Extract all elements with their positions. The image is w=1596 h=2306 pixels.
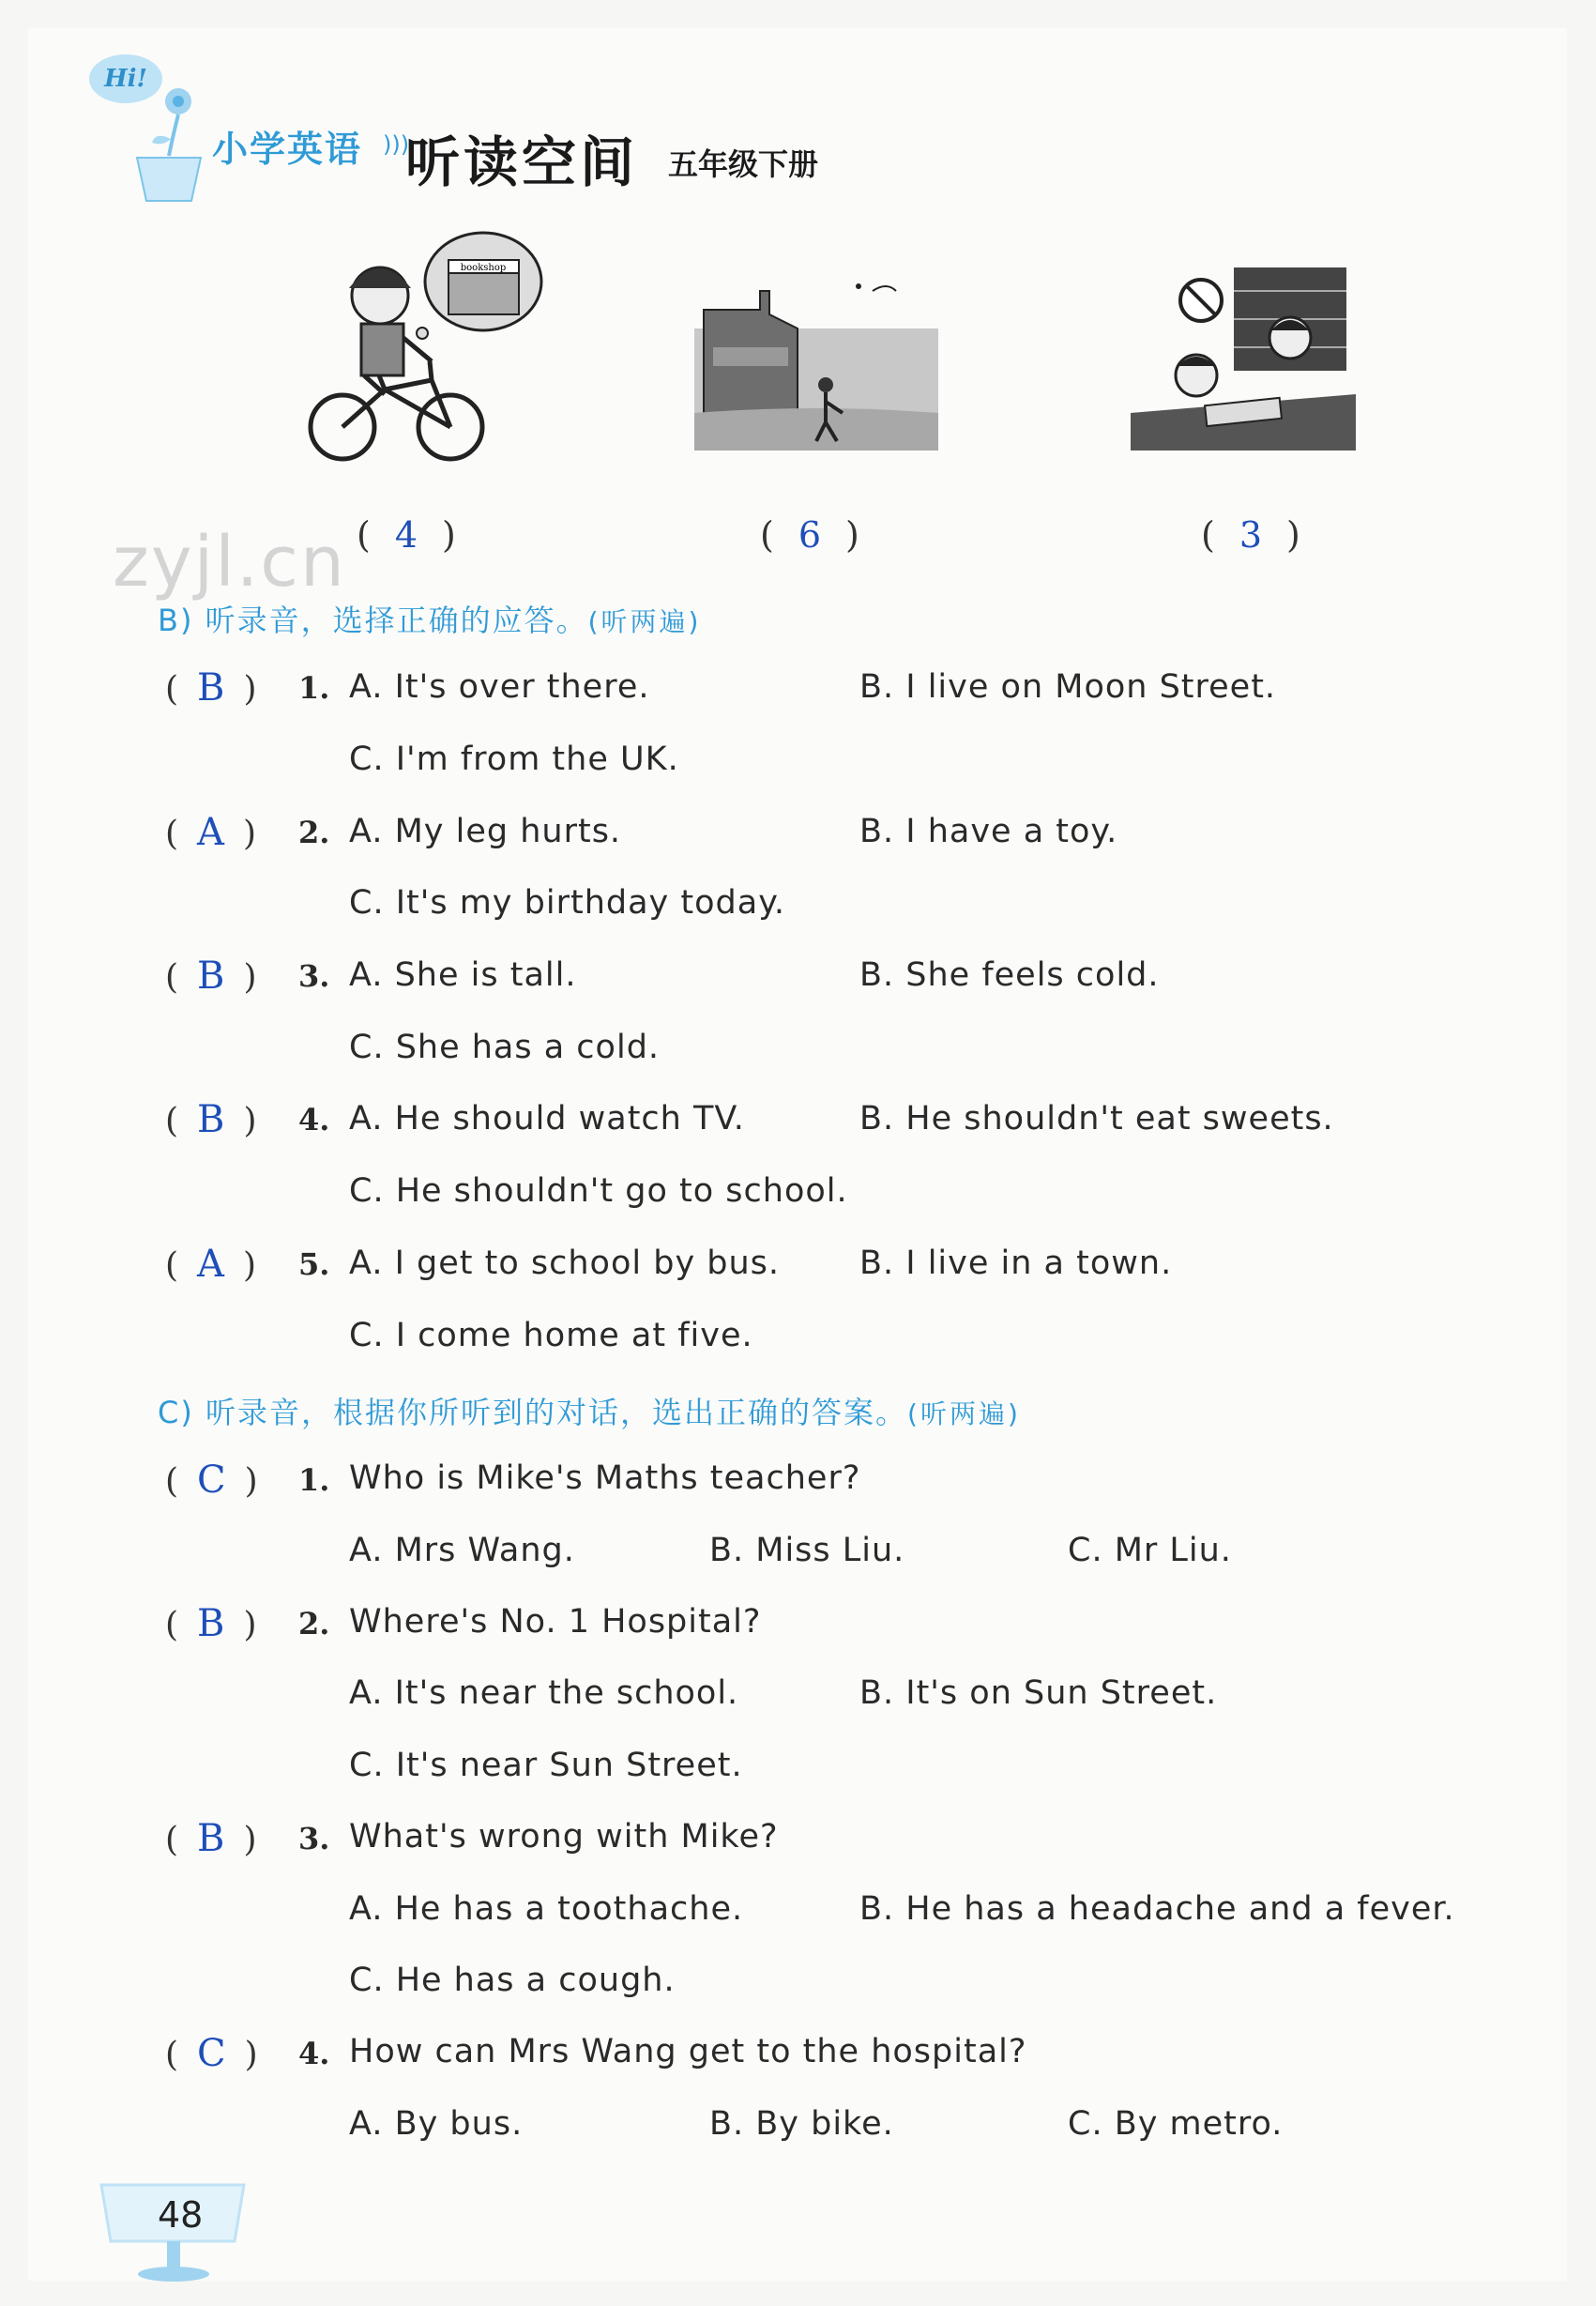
option-c: C. By metro.: [1068, 2105, 1284, 2143]
option-b: B. I live on Moon Street.: [859, 668, 1277, 706]
flower-pot-icon: [131, 81, 206, 203]
option-b: B. Miss Liu.: [709, 1532, 905, 1569]
picture-library: [1121, 263, 1365, 451]
question-number: 3.: [298, 958, 330, 994]
option-c: C. I'm from the UK.: [349, 741, 679, 778]
answer-letter: C: [197, 1458, 226, 1502]
boy-cycling-to-bookshop-icon: [291, 230, 554, 465]
option-b: B. He has a headache and a fever.: [859, 1890, 1455, 1928]
option-a: A. My leg hurts.: [349, 813, 622, 850]
question-text: What's wrong with Mike?: [349, 1818, 779, 1855]
bookshop-sign: bookshop: [460, 263, 507, 273]
option-c: C. He shouldn't go to school.: [349, 1172, 848, 1210]
question-number: 2.: [298, 815, 330, 850]
answer-letter: B: [197, 1817, 225, 1860]
option-c: C. It's near Sun Street.: [349, 1747, 743, 1784]
option-a: A. By bus.: [349, 2105, 524, 2143]
option-a: A. I get to school by bus.: [349, 1245, 781, 1282]
answer-bracket: ( B ): [165, 666, 257, 710]
answer-bracket: ( C ): [165, 2032, 258, 2075]
picture-3-answer: ( 3 ): [1201, 514, 1300, 556]
answer-bracket: ( B ): [165, 1602, 257, 1645]
header-title: 听读空间: [405, 130, 639, 194]
option-a: A. It's over there.: [349, 668, 650, 706]
header-grade: 五年级下册: [668, 146, 819, 182]
option-c: C. I come home at five.: [349, 1317, 753, 1354]
section-b-note: (听两遍): [587, 606, 702, 637]
header-subtitle: 小学英语: [212, 129, 363, 170]
option-a: A. He should watch TV.: [349, 1100, 745, 1138]
option-b: B. By bike.: [709, 2105, 894, 2143]
picture-2-answer-value: 6: [798, 514, 822, 556]
picture-1-answer: ( 4 ): [357, 514, 456, 556]
question-text: How can Mrs Wang get to the hospital?: [349, 2033, 1027, 2070]
answer-bracket: ( B ): [165, 954, 257, 998]
option-b: B. He shouldn't eat sweets.: [859, 1100, 1334, 1138]
picture-man-by-ship: [694, 272, 938, 451]
question-number: 5.: [298, 1246, 330, 1282]
question-number: 4.: [298, 1102, 330, 1138]
question-number: 3.: [298, 1821, 330, 1856]
boys-in-library-no-eating-icon: [1121, 263, 1365, 451]
answer-letter: B: [197, 954, 225, 998]
answer-letter: B: [197, 1098, 225, 1141]
section-b-title-text: B) 听录音，选择正确的应答。: [158, 603, 588, 638]
answer-bracket: ( A ): [165, 1243, 256, 1286]
option-a: A. She is tall.: [349, 956, 577, 994]
question-text: Where's No. 1 Hospital?: [349, 1603, 762, 1641]
answer-letter: A: [197, 1243, 224, 1286]
section-b-title: [158, 597, 701, 640]
option-c: C. It's my birthday today.: [349, 884, 786, 922]
answer-letter: B: [197, 1602, 225, 1645]
picture-1-answer-value: 4: [394, 514, 418, 556]
option-c: C. He has a cough.: [349, 1962, 676, 1999]
option-b: B. I have a toy.: [859, 813, 1118, 850]
question-number: 1.: [298, 1462, 330, 1498]
option-a: A. He has a toothache.: [349, 1890, 744, 1928]
picture-3-answer-value: 3: [1239, 514, 1263, 556]
answer-bracket: ( B ): [165, 1817, 257, 1860]
answer-letter: C: [197, 2032, 226, 2075]
option-b: B. She feels cold.: [859, 956, 1160, 994]
picture-2-answer: ( 6 ): [760, 514, 859, 556]
watermark: zyjl.cn: [113, 522, 346, 603]
answer-bracket: ( B ): [165, 1098, 257, 1141]
question-number: 2.: [298, 1606, 330, 1642]
question-number: 1.: [298, 670, 330, 706]
answer-bracket: ( C ): [165, 1458, 258, 1502]
section-c-title-text: C) 听录音，根据你所听到的对话，选出正确的答案。: [158, 1395, 908, 1430]
page-number: 48: [158, 2194, 204, 2236]
option-a: A. Mrs Wang.: [349, 1532, 575, 1569]
man-walking-by-ship-icon: [694, 272, 938, 451]
question-number: 4.: [298, 2036, 330, 2071]
section-c-title: [158, 1389, 1021, 1432]
option-b: B. I live in a town.: [859, 1245, 1173, 1282]
section-c-note: (听两遍): [907, 1398, 1021, 1429]
option-c: C. Mr Liu.: [1068, 1532, 1232, 1569]
answer-letter: B: [197, 666, 225, 710]
option-a: A. It's near the school.: [349, 1674, 739, 1712]
option-c: C. She has a cold.: [349, 1029, 661, 1066]
question-text: Who is Mike's Maths teacher?: [349, 1459, 861, 1497]
hi-bubble: Hi!: [89, 54, 162, 103]
sound-waves-icon: ))): [383, 131, 410, 158]
answer-bracket: ( A ): [165, 811, 256, 854]
option-b: B. It's on Sun Street.: [859, 1674, 1218, 1712]
picture-boy-cycling: [291, 230, 554, 465]
answer-letter: A: [197, 811, 224, 854]
